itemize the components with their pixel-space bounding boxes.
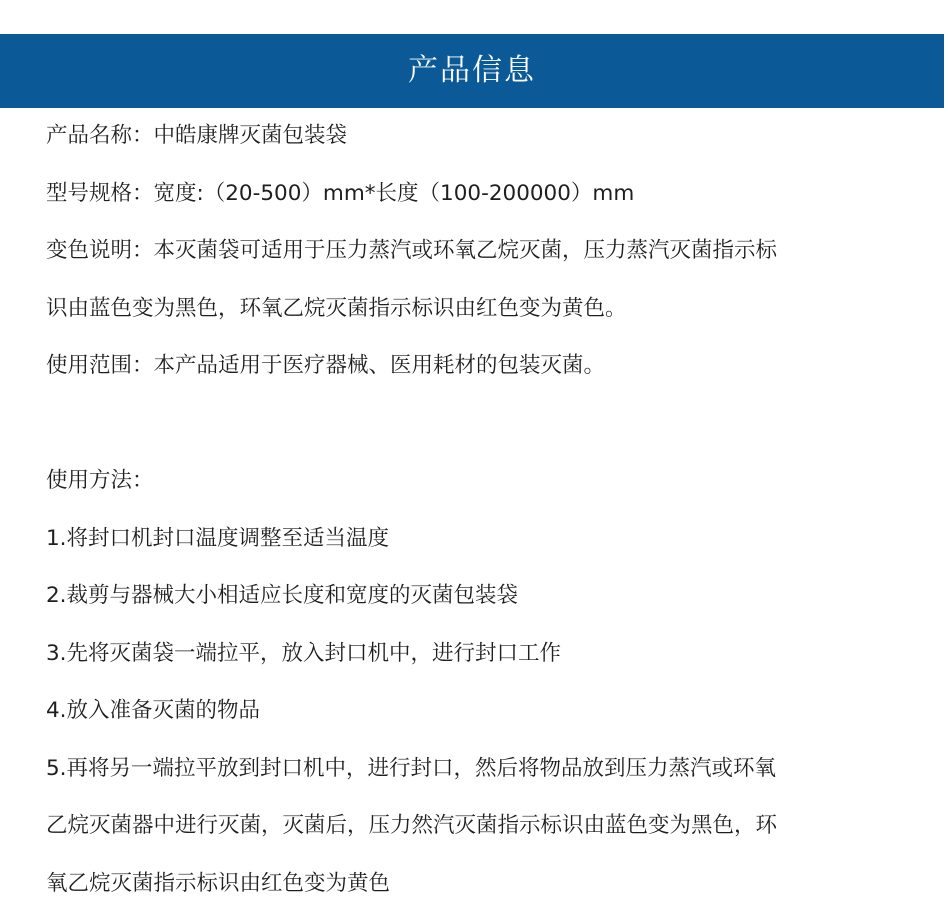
header-bar — [0, 34, 944, 108]
step-5-line-3: 氧乙烷灭菌指示标识由红色变为黄色 — [46, 870, 391, 896]
usage-method-heading: 使用方法： — [46, 468, 154, 493]
color-change-line-2: 识由蓝色变为黑色，环氧乙烷灭菌指示标识由红色变为黄色。 — [46, 295, 627, 321]
page-title: 产品信息 — [408, 53, 536, 88]
product-info-content — [46, 116, 906, 921]
step-2: 2.裁剪与器械大小相适应长度和宽度的灭菌包装袋 — [46, 583, 519, 608]
product-name-line: 产品名称：中皓康牌灭菌包装袋 — [46, 123, 348, 148]
step-5-line-2: 乙烷灭菌器中进行灭菌，灭菌后，压力然汽灭菌指示标识由蓝色变为黑色，环 — [46, 813, 778, 838]
model-spec-line: 型号规格：宽度:（20-500）mm*长度（100-200000）mm — [46, 180, 635, 206]
step-3: 3.先将灭菌袋一端拉平，放入封口机中，进行封口工作 — [46, 640, 562, 666]
step-1: 1.将封口机封口温度调整至适当温度 — [46, 525, 390, 551]
step-4: 4.放入准备灭菌的物品 — [46, 698, 261, 723]
step-5-line-1: 5.再将另一端拉平放到封口机中，进行封口，然后将物品放到压力蒸汽或环氧 — [46, 755, 777, 781]
usage-scope-line: 使用范围：本产品适用于医疗器械、医用耗材的包装灭菌。 — [46, 353, 606, 378]
color-change-line-1: 变色说明：本灭菌袋可适用于压力蒸汽或环氧乙烷灭菌，压力蒸汽灭菌指示标 — [46, 238, 778, 263]
